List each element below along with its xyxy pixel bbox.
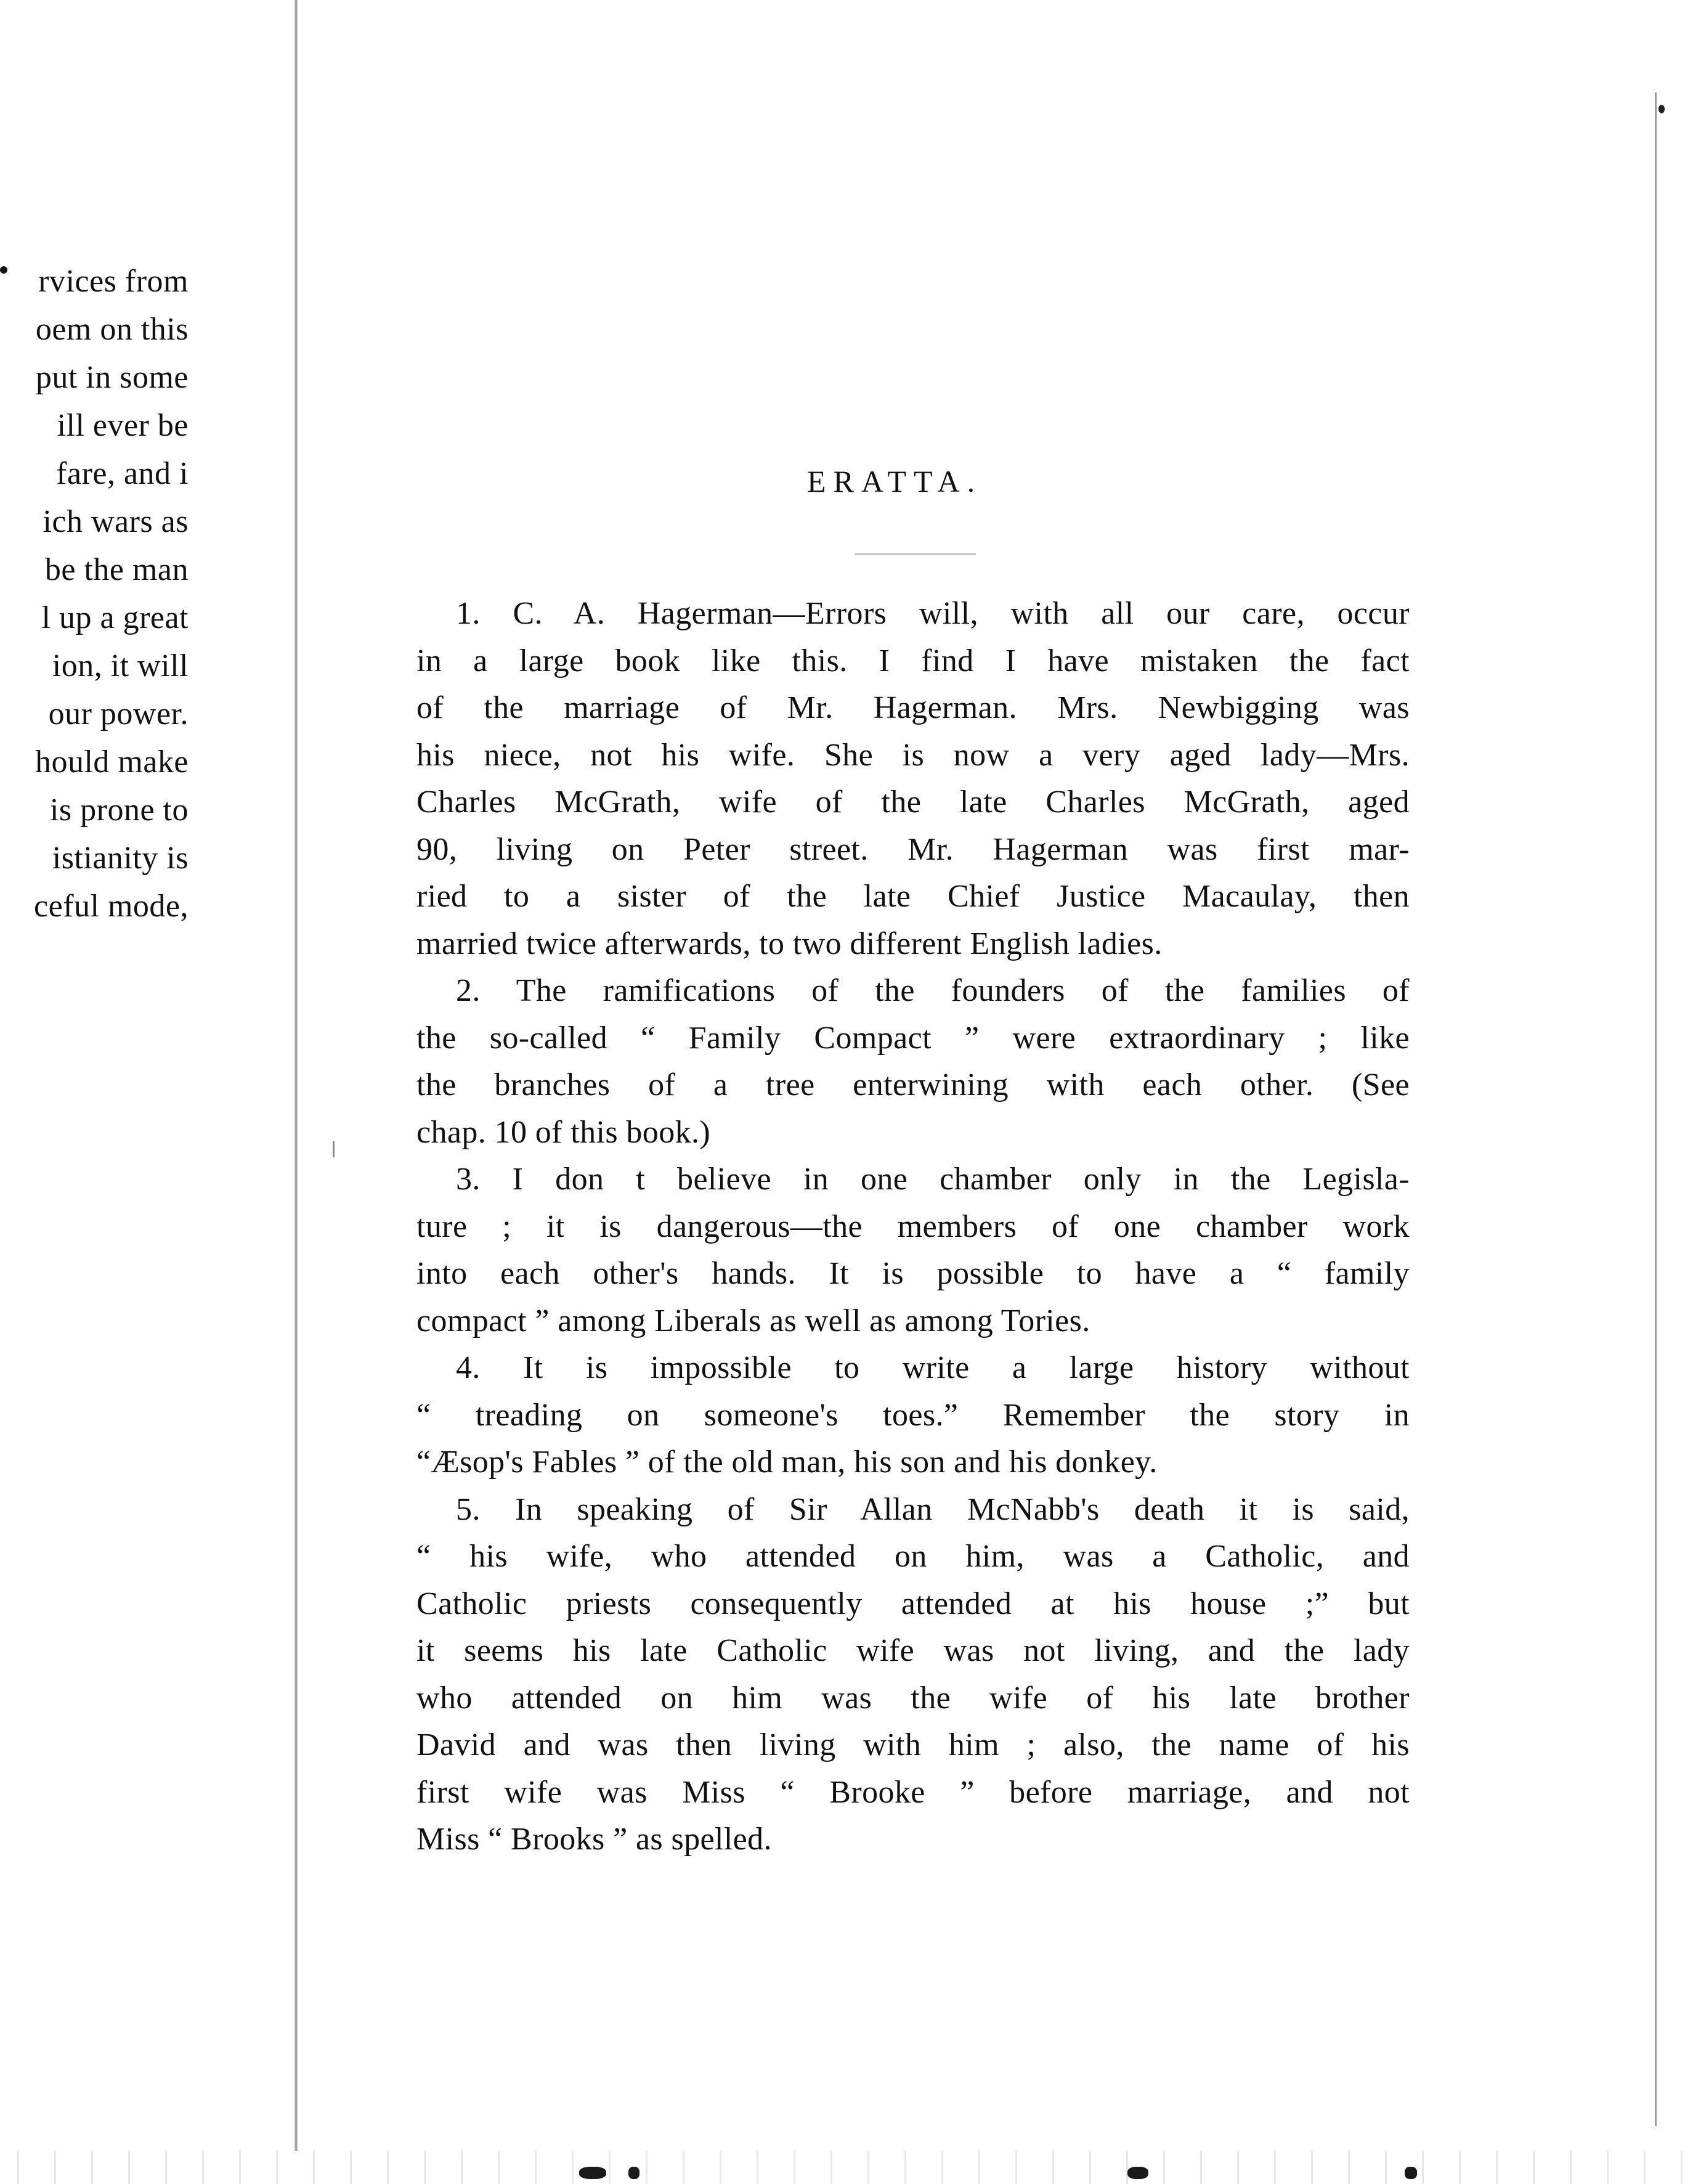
errata-line: 90, living on Peter street. Mr. Hagerman was first mar- xyxy=(416,831,1410,867)
ink-blot xyxy=(1127,2167,1148,2179)
errata-line: 2. The ramifications of the founders of the families of xyxy=(456,973,1410,1008)
errata-line: it seems his late Catholic wife was not living, and the lady xyxy=(416,1633,1410,1668)
errata-line: the branches of a tree enterwining with each other. (See xyxy=(416,1067,1410,1102)
errata-line: first wife was Miss “ Brooke ” before marriage, and not xyxy=(416,1774,1410,1810)
errata-line: compact ” among Liberals as well as among Tories. xyxy=(416,1303,1090,1339)
errata-line: his niece, not his wife. She is now a very aged lady—Mrs. xyxy=(416,737,1410,773)
errata-line: married twice afterwards, to two different English ladies. xyxy=(416,926,1163,961)
left-page-line: ion, it will xyxy=(52,648,189,683)
left-page-line: hould make xyxy=(35,744,189,780)
errata-line: into each other's hands. It is possible to have a “ family xyxy=(416,1256,1410,1291)
left-page-line: is prone to xyxy=(49,793,189,828)
page-title: ERATTA. xyxy=(807,464,983,499)
errata-body xyxy=(416,590,1410,1864)
left-page-line: ill ever be xyxy=(57,408,189,443)
errata-line: the so-called “ Family Compact ” were extraordinary ; like xyxy=(416,1020,1410,1056)
page-fold-line xyxy=(294,0,298,2184)
errata-line: ture ; it is dangerous—the members of one chamber work xyxy=(416,1208,1410,1244)
left-page-line: our power. xyxy=(48,696,189,731)
errata-line: chap. 10 of this book.) xyxy=(416,1114,711,1150)
title-divider xyxy=(855,553,976,555)
left-page-line: fare, and i xyxy=(56,456,189,491)
errata-line: David and was then living with him ; also, the name of his xyxy=(416,1727,1410,1762)
ink-blot xyxy=(1405,2167,1417,2179)
errata-line: who attended on him was the wife of his late brother xyxy=(416,1680,1410,1716)
left-page-line: oem on this xyxy=(35,312,189,347)
errata-line: in a large book like this. I find I have mistaken the fact xyxy=(416,643,1410,678)
errata-line: of the marriage of Mr. Hagerman. Mrs. Newbigging was xyxy=(416,690,1410,725)
left-page-line: l up a great xyxy=(41,600,189,635)
errata-line: “ his wife, who attended on him, was a Catholic, and xyxy=(416,1539,1410,1574)
scan-speck xyxy=(1658,105,1665,113)
left-page-line: put in some xyxy=(35,360,189,395)
ink-blot xyxy=(579,2167,606,2179)
page-right-edge xyxy=(1655,92,1657,2126)
left-page-line: ich wars as xyxy=(43,504,189,539)
errata-line: “Æsop's Fables ” of the old man, his son and his donkey. xyxy=(416,1444,1158,1480)
left-page-fragment xyxy=(0,258,189,931)
errata-line: 5. In speaking of Sir Allan McNabb's death it is said, xyxy=(456,1491,1410,1527)
errata-line: ried to a sister of the late Chief Justice Macaulay, then xyxy=(416,879,1410,914)
errata-line: Catholic priests consequently attended at his house ;” but xyxy=(416,1586,1410,1621)
left-page-line: be the man xyxy=(44,552,189,587)
ink-blot xyxy=(628,2167,639,2179)
page-bottom-edge xyxy=(0,2151,1693,2184)
left-page-line: ceful mode, xyxy=(34,889,189,924)
errata-line: “ treading on someone's toes.” Remember the story in xyxy=(416,1397,1410,1433)
left-page-line: istianity is xyxy=(52,841,189,876)
errata-line: 4. It is impossible to write a large history without xyxy=(456,1350,1410,1385)
errata-line: 1. C. A. Hagerman—Errors will, with all our care, occur xyxy=(456,596,1410,631)
scan-speck xyxy=(333,1141,335,1157)
errata-line: Miss “ Brooks ” as spelled. xyxy=(416,1822,772,1857)
errata-line: Charles McGrath, wife of the late Charles McGrath, aged xyxy=(416,784,1410,820)
left-page-line: rvices from xyxy=(38,264,189,299)
errata-line: 3. I don t believe in one chamber only in the Legisla- xyxy=(456,1162,1410,1197)
